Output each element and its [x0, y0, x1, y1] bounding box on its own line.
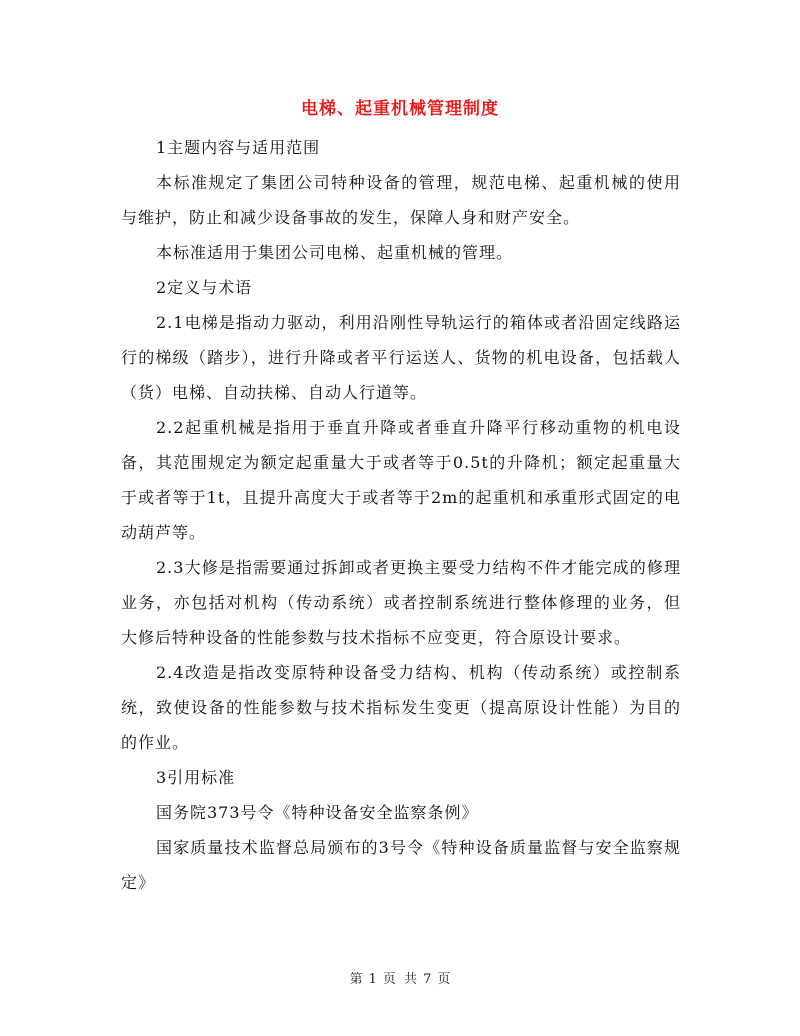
footer-total-pages: 7	[423, 972, 432, 987]
paragraph-reference-1: 国务院373号令《特种设备安全监察条例》	[156, 803, 479, 822]
paragraph-applicability: 本标准适用于集团公司电梯、起重机械的管理。	[156, 243, 514, 262]
paragraph-reference-2: 国家质量技术监督总局颁布的3号令《特种设备质量监督与安全监察规定》	[121, 838, 681, 892]
paragraph-definition-overhaul: 2.3大修是指需要通过拆卸或者更换主要受力结构不件才能完成的修理业务，亦包括对机构（传动系统）或者控制系统进行整体修理的业务，但大修后特种设备的性能参数与技术指标不应变更，符合原设计要求。	[121, 558, 681, 647]
paragraph-definition-crane: 2.2起重机械是指用于垂直升降或者垂直升降平行移动重物的机电设备，其范围规定为额定起重量大于或者等于0.5t的升降机；额定起重量大于或者等于1t，且提升高度大于或者等于2m的起重机和承重形式固定的电动葫芦等。	[121, 418, 681, 542]
footer-prefix: 第	[349, 972, 363, 987]
paragraph-definition-modification: 2.4改造是指改变原特种设备受力结构、机构（传动系统）或控制系统，致使设备的性能参数与技术指标发生变更（提高原设计性能）为目的的作业。	[121, 663, 681, 752]
document-body	[121, 130, 681, 900]
section-heading-3: 3引用标准	[156, 768, 236, 787]
document-title: 电梯、起重机械管理制度	[301, 99, 499, 119]
page-footer	[0, 968, 800, 987]
section-heading-1: 1主题内容与适用范围	[156, 138, 321, 157]
paragraph-definition-elevator: 2.1电梯是指动力驱动，利用沿刚性导轨运行的箱体或者沿固定线路运行的梯级（踏步），进行升降或者平行运送人、货物的机电设备，包括载人（货）电梯、自动扶梯、自动人行道等。	[121, 313, 681, 402]
footer-middle: 页 共	[382, 972, 418, 987]
footer-current-page: 1	[368, 972, 377, 987]
section-heading-2: 2定义与术语	[156, 278, 253, 297]
footer-suffix: 页	[437, 972, 451, 987]
paragraph-scope: 本标准规定了集团公司特种设备的管理，规范电梯、起重机械的使用与维护，防止和减少设备事故的发生，保障人身和财产安全。	[121, 173, 681, 227]
